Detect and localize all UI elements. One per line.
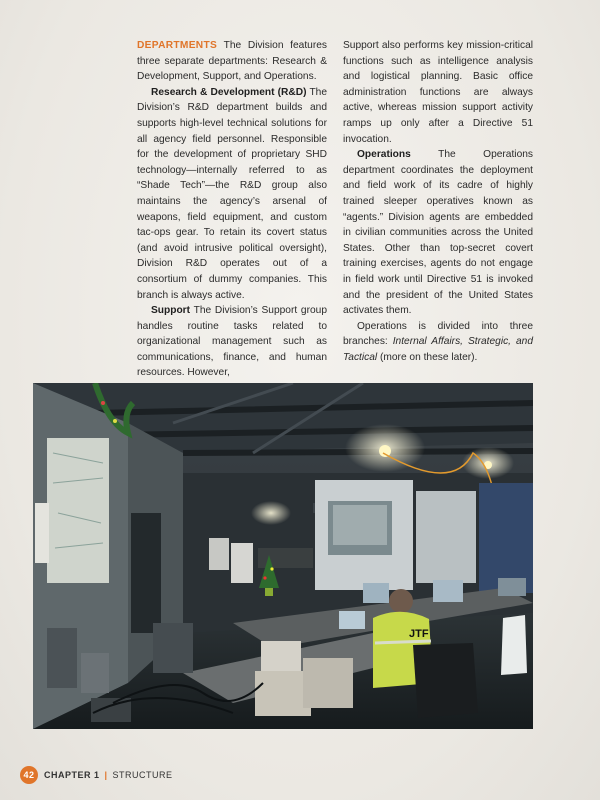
text-column-right [343,38,533,365]
section-label: STRUCTURE [112,770,173,780]
operations-room-artwork [33,383,533,729]
page-footer [20,765,173,785]
page-number: 42 [20,766,38,784]
departments-heading: DEPARTMENTS [137,40,218,51]
support-text: The Division’s Support group handles routine tasks related to organizational management such as communications, finance, and human resources. However, [137,305,327,379]
support-continued-paragraph: Support also performs key mission-critical functions such as intelligence analysis and logistical planning. Basic office administration functions are always active, whereas mission support activity ramps up only after a Directive 51 invocation. [343,40,533,145]
text-column-left [137,38,327,381]
operations-text: The Operations department coordinates the deployment and field work of its cadre of highly trained sleeper operatives known as “agents.” Division agents are embedded in civilian communities across the United States. Other than top-secret covert training exercises, agents do not engage in field work until Directive 51 is invoked and the president of the United States activates them. [343,149,533,317]
rnd-paragraph [137,85,327,303]
footer-separator: | [104,770,108,780]
branches-text-b: (more on these later). [377,351,478,363]
support-paragraph [137,303,327,381]
support-heading: Support [151,305,191,317]
branches-text-a: Operations is divided into three branches: [343,320,533,348]
departments-text: The Division features three separate departments: Research & Development, Support, and Operations. [137,40,327,83]
operations-room-illustration [33,383,533,729]
rnd-text: The Division’s R&D department builds and supports high-level technical solutions for all agency field personnel. Responsible for the development of proprietary SHD technology—internally referred to as “Shade Tech”—the R&D group also maintains the agency’s arsenal of weapons, field equipment, and custom tac-ops gear. To retain its covert status (and avoid intrusive political oversight), Division R&D operates out of a consortium of dummy companies. This branch is always active. [137,86,327,301]
vest-label: JTF [409,628,429,640]
rnd-heading: Research & Development (R&D) [151,86,307,98]
departments-paragraph [137,38,327,85]
operations-paragraph [343,147,533,319]
chapter-label: CHAPTER 1 [44,770,100,780]
branches-list: Internal Affairs, Strategic, and Tactical [343,336,533,363]
operations-heading: Operations [357,149,411,161]
branches-paragraph [343,319,533,366]
